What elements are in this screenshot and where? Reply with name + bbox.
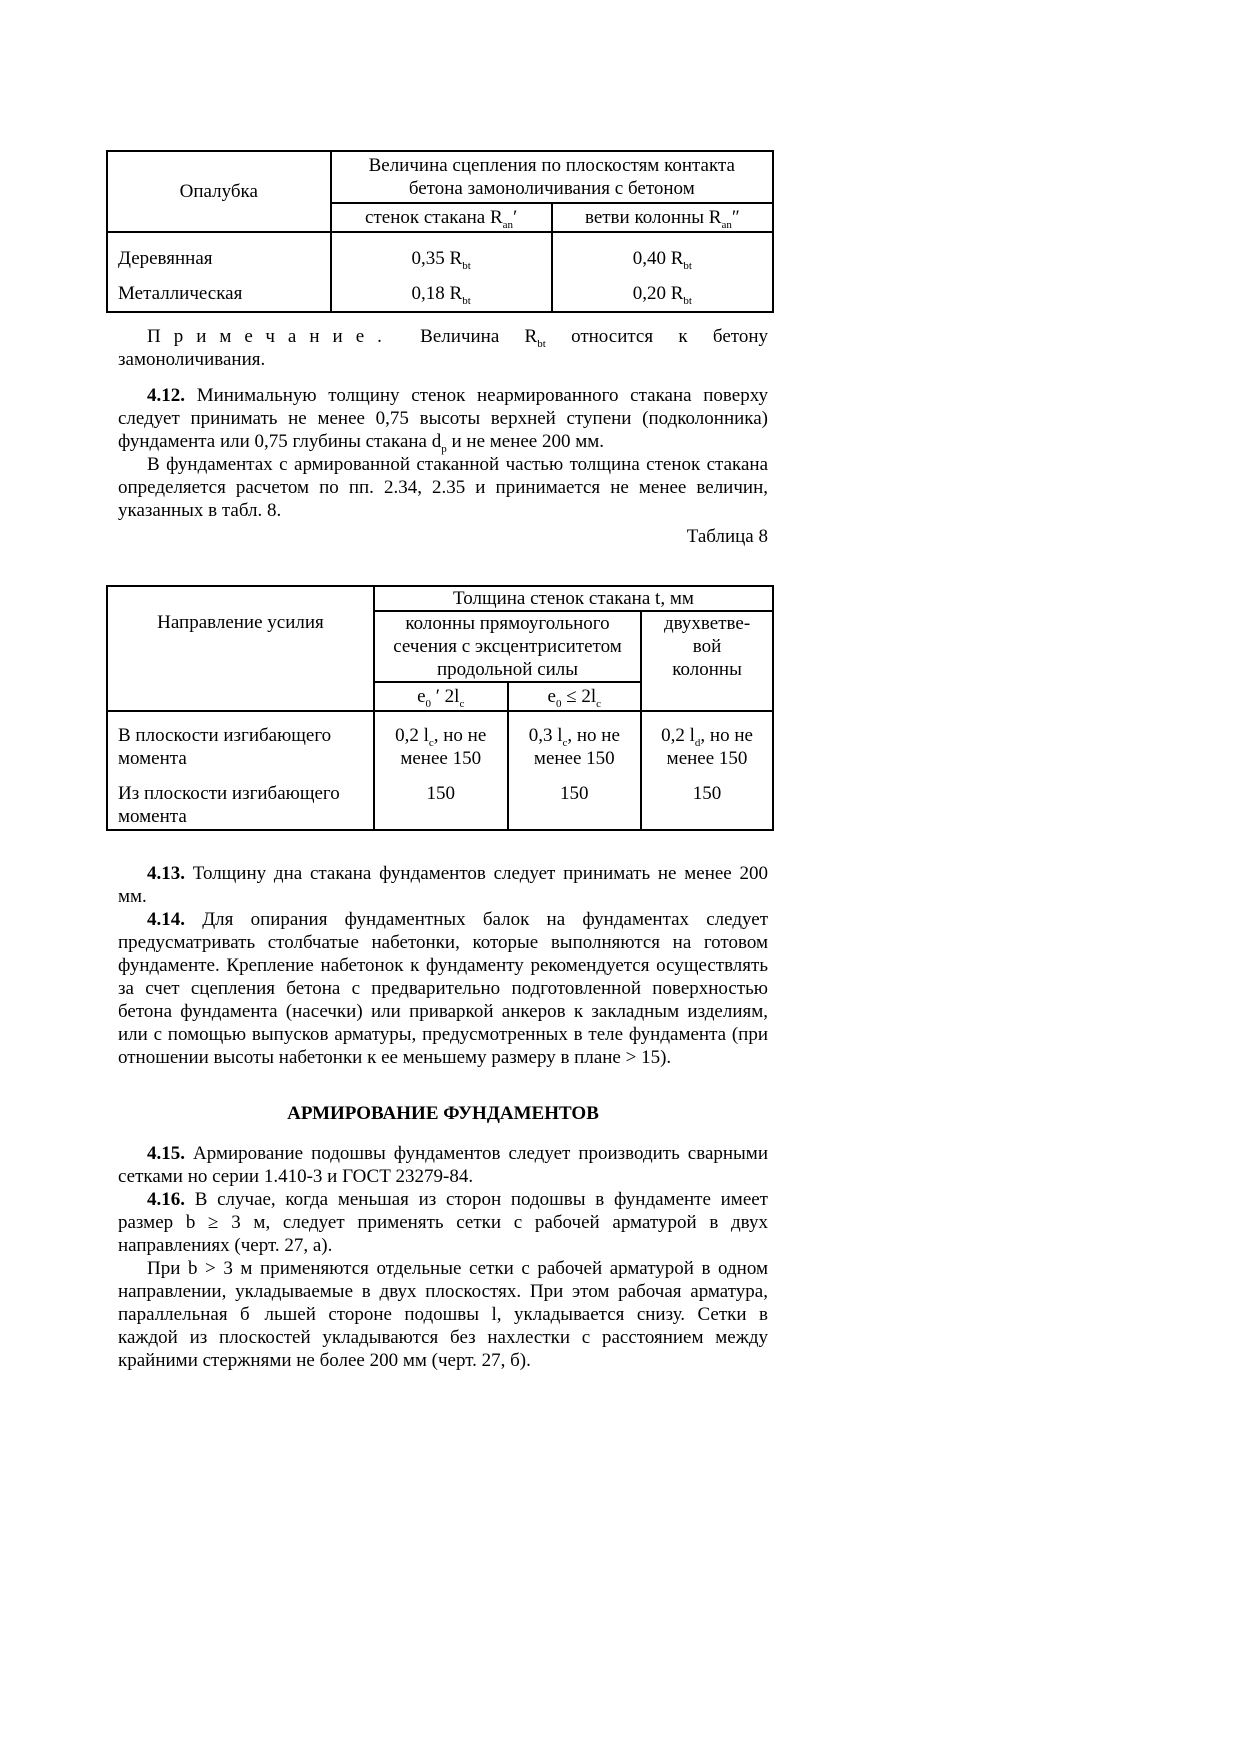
row-name: Металлическая: [107, 272, 331, 312]
row-value: 0,2 $l_d$, но не менее 150: [641, 711, 773, 772]
note-word: Примечание.: [147, 326, 395, 347]
paragraph-4-12-cont: В фундаментах с армированной стаканной частью толщина стенок стакана определяется расчетом по пп. 2.34, 2.35 и принимается не менее величин, указанных в табл. 8.: [118, 454, 768, 521]
paragraph-4-16-cont: При b > 3 м применяются отдельные сетки с рабочей арматурой в одном направлении, укладываемые в двух плоскостях. При этом рабочая арматура, параллельная б льшей стороне подошвы l, укладывается снизу. Сетки в каждой из плоскостей укладываются без нахлестки с расстоянием между крайними стержнями не более 200 мм (черт. 27, б).: [118, 1258, 768, 1371]
row-value: 0,18 $R_{bt}$: [331, 272, 552, 312]
header-direction: Направление усилия: [107, 586, 374, 711]
row-value: 0,2 $l_c$, но не менее 150: [374, 711, 508, 772]
header-column-branch: ветви колонны $R_{an}''$: [552, 203, 773, 232]
adhesion-table: [106, 150, 774, 313]
paragraph-4-13: 4.13. Толщину дна стакана фундаментов следует принимать не менее 200 мм.: [118, 863, 768, 907]
paragraph-4-14: 4.14. Для опирания фундаментных балок на фундаментах следует предусматривать столбчатые набетонки, которые выполняются на готовом фундаменте. Крепление набетонок к фундаменту рекомендуется осуществлять за счет сцепления бетона с предварительно подготовленной поверхностью бетона фундамента (насечки) или приваркой анкеров к закладным изделиям, или с помощью выпусков арматуры, предусмотренных в теле фундамента (при отношении высоты набетонки к ее меньшему размеру в плане > 15).: [118, 909, 768, 1068]
paragraph-4-12: 4.12. Минимальную толщину стенок неармированного стакана поверху следует принимать не менее 0,75 высоты верхней ступени (подколонника) фундамента или 0,75 глубины стакана $d_p$ и не менее 200 мм. В фундаментах с армированной стаканной частью толщина стенок стакана определяется расчетом по пп. 2.34, 2.35 и принимается не менее величин, указанных в табл. 8. Таблица 8: [118, 385, 768, 547]
row-name: Из плоскости изгибающего момента: [107, 772, 374, 830]
header-adhesion: Величина сцепления по плоскостям контакта бетона замоноличивания с бетоном: [331, 151, 773, 203]
row-value: 0,20 $R_{bt}$: [552, 272, 773, 312]
table-8-caption: Таблица 8: [686, 526, 768, 547]
condition-2: $e_0 \le 2l_c$: [508, 682, 642, 711]
row-value: 150: [508, 772, 642, 830]
header-glass-walls: стенок стакана $R_{an}'$: [331, 203, 552, 232]
row-name: Деревянная: [107, 232, 331, 272]
table-note: Примечание. Величина $R_{bt}$ относится к бетону замоноличивания.: [118, 326, 768, 370]
row-value: 0,3 $l_c$, но не менее 150: [508, 711, 642, 772]
row-value: 0,35 $R_{bt}$: [331, 232, 552, 272]
row-value: 150: [641, 772, 773, 830]
header-rect-column: колонны прямоугольного сечения с эксцентриситетом продольной силы: [374, 611, 641, 682]
paragraphs-4-13-4-14: [118, 862, 768, 1069]
row-value: 0,40 $R_{bt}$: [552, 232, 773, 272]
row-name: В плоскости изгибающего момента: [107, 711, 374, 772]
wall-thickness-table: [106, 585, 774, 831]
paragraph-4-15: 4.15. Армирование подошвы фундаментов следует производить сварными сетками но серии 1.410-3 и ГОСТ 23279-84.: [118, 1143, 768, 1187]
header-formwork: Опалубка: [107, 151, 331, 232]
condition-1: $e_0$ ′ $2l_c$: [374, 682, 508, 711]
header-twin-column: двухветве-вой колонны: [641, 611, 773, 711]
section-heading: АРМИРОВАНИЕ ФУНДАМЕНТОВ: [287, 1103, 599, 1124]
row-value: 150: [374, 772, 508, 830]
paragraphs-4-15-4-16: [118, 1142, 768, 1372]
header-thickness: Толщина стенок стакана t, мм: [374, 586, 773, 611]
paragraph-4-16: 4.16. В случае, когда меньшая из сторон подошвы в фундаменте имеет размер b ≥ 3 м, следует применять сетки с рабочей арматурой в двух направлениях (черт. 27, а).: [118, 1189, 768, 1256]
